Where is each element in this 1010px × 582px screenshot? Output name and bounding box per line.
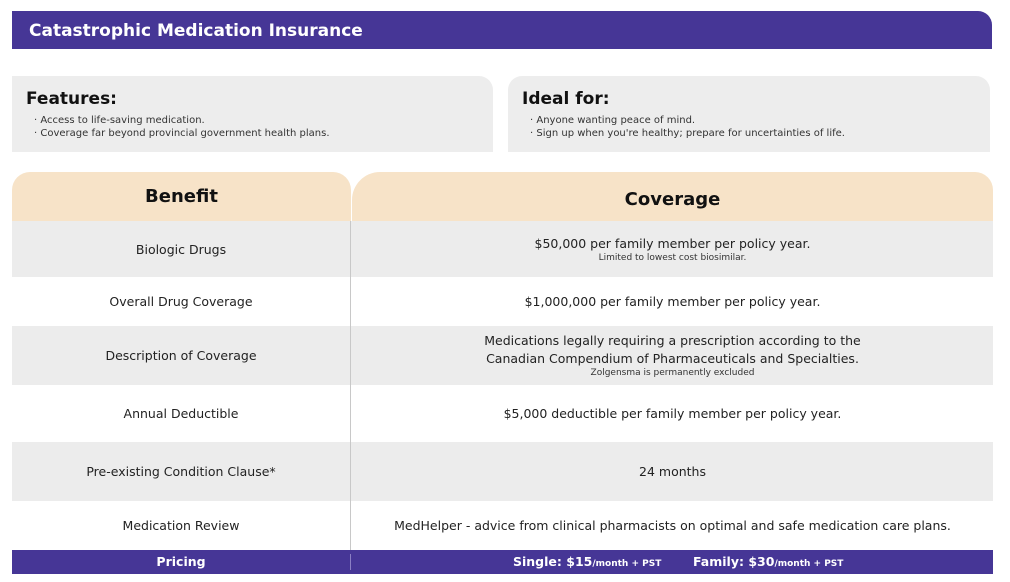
ideal-for-item: · Anyone wanting peace of mind.: [530, 115, 696, 126]
benefit-cell: Biologic Drugs: [12, 221, 351, 277]
ideal-for-heading: Ideal for:: [522, 89, 610, 109]
coverage-note: Zolgensma is permanently excluded: [590, 368, 755, 378]
table-row: [12, 442, 993, 501]
coverage-cell: $5,000 deductible per family member per policy year.: [503, 405, 842, 421]
single-price: Single: $15/month + PST: [513, 554, 662, 569]
table-row: [12, 221, 993, 277]
table-row: [12, 277, 993, 326]
benefit-column-header: Benefit: [12, 172, 351, 221]
coverage-cell: MedHelper - advice from clinical pharmacists on optimal and safe medication care plans.: [394, 517, 951, 533]
coverage-cell: $1,000,000 per family member per policy year.: [524, 293, 821, 309]
benefit-cell: Description of Coverage: [12, 326, 351, 385]
table-row: [12, 326, 993, 385]
pricing-row: [12, 550, 993, 574]
page-title: Catastrophic Medication Insurance: [12, 11, 992, 49]
coverage-cell: Medications legally requiring a prescription according to the Canadian Compendium of Pharmaceuticals and Specialties. Zolgensma is permanently excluded: [484, 333, 861, 378]
coverage-note: Limited to lowest cost biosimilar.: [598, 252, 747, 263]
benefit-cell: Annual Deductible: [12, 385, 351, 442]
benefit-cell: Medication Review: [12, 501, 351, 550]
family-price: Family: $30/month + PST: [693, 554, 844, 569]
features-item: · Coverage far beyond provincial government health plans.: [34, 128, 330, 139]
benefit-cell: Pre-existing Condition Clause*: [12, 442, 351, 501]
coverage-cell: 24 months: [639, 463, 706, 479]
coverage-column-header: Coverage: [352, 172, 993, 221]
ideal-for-panel: [508, 76, 990, 152]
coverage-cell: $50,000 per family member per policy year. Limited to lowest cost biosimilar.: [534, 235, 811, 263]
pricing-label: Pricing: [12, 554, 351, 570]
table-row: [12, 501, 993, 550]
features-item: · Access to life-saving medication.: [34, 115, 205, 126]
table-row: [12, 385, 993, 442]
features-panel: [12, 76, 493, 152]
benefit-cell: Overall Drug Coverage: [12, 277, 351, 326]
features-heading: Features:: [26, 89, 117, 109]
ideal-for-item: · Sign up when you're healthy; prepare for uncertainties of life.: [530, 128, 845, 139]
